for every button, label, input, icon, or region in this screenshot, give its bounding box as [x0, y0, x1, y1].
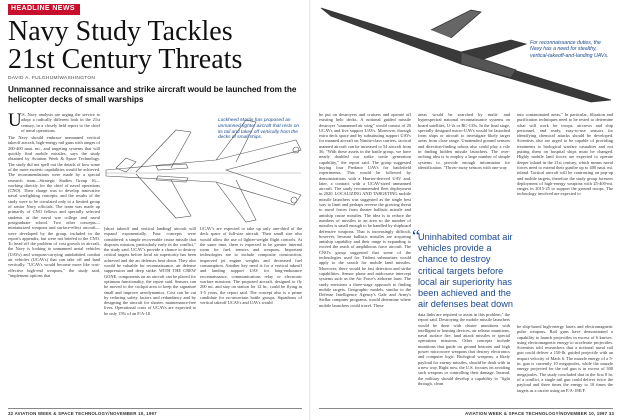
headline — [8, 18, 304, 74]
article-body-r3: into contaminated areas." In particular, filtration and purification techniques need to be tested to determine what will work for troops, aircrews and ship personnel, and ready, easy-to-use sensors for identifying chemical attacks should be developed. Scientists also are urged to be capable of providing treatments to biological warfare casualties and not putting them on hospital ships must be changed. Highly mobile land forces are expected to operate deeper inland in the 21st century, which means naval forces need to extend their gunfire up to 400 naut. mi. inland. Tactical aircraft will be contrasting on pop-up and mobile targets, therefore the study group foresees deployment of high-energy weapons with 25-400-mi. ranges in 2015-25 to support the ground troops. The technology involved are expected to — [517, 112, 613, 197]
article-body-col1: The Navy should embrace unmanned vertical takeoff aircraft, high-energy rail guns with ranges of 200-400 naut. mi., and targeting systems that will quickly find mobile missiles, says the study obtained by Aviation Week & Space Technology. The study did not spell out the details of how some of the more esoteric capabilities would be achieved. The recommendations were made by a special research team—Strategic Studies Group 16—working directly for the chief of naval operations (CNO). Their charge was to develop innovative naval warfighting concepts, and the results of the study were to be circulated only to a limited group of senior Navy officials. The team was made up primarily of CNO fellows and specially selected students at the naval war college and naval postgraduate school. Two other concepts—miniaturized weapons and surface-effect aircraft—were developed by the group, included in the report's appendix, but were not briefed to the CNO. To head off the problem of cost growth in aircraft, the Navy is looking to unmanned aerial vehicles (UAVs) and weapons-carrying uninhabited combat air vehicles (UCAVs) that can take off and land vertically. "UCAVs would become more like cost-effective high-end weapons," the study said, "implement options that — [8, 135, 100, 278]
footer-left — [8, 411, 157, 416]
article-body-r2-tail: data links are required to assist in this problem," the report said. Destroying the mobile missile launchers would be done with cluster munitions with intelligent or homing devices, air release munitions, naval surface fire, land attack missiles or special operations missions. Other concepts include munitions that guide on ground beacons and high power microwave weapons that destroy electronics and computer logic. Biological weapons, a likely payload for enemy missiles, should be dealt with in a new way. Right now, the U.S. focuses on avoiding such weapons or controlling their damage. Instead, the military should develop a capability to "fight through, clean — [418, 312, 510, 386]
article-column-r3 — [517, 112, 613, 230]
deck: Unmanned reconnaissance and strike aircraft would be launched from the helicopter decks of small warships — [8, 85, 297, 104]
footer-rule-left — [8, 408, 302, 409]
pullquote-mark: “ — [412, 226, 420, 246]
footer-right — [465, 411, 614, 416]
lead-text: .S. Navy analysts are urging the service to adopt a radically different look in the 21st century, in a closely held report to the chief of naval operations. — [21, 112, 100, 133]
figure-caption-right: For reconnaissance duties, the Navy has a need for stealthy, vertical-takeoff-and-landing UAVs. — [530, 40, 609, 59]
article-body-r3-tail: be ship-based high-energy lasers and electromagnetic pulse weapons. Rail guns have demonstrated a capability to launch projectiles in excess of 6 km/sec. using electromagnetic energy to accelerate projectiles. Scientists told researchers that a notional naval rail gun could deliver a 150-lb. guided projectile with an impact velocity of Mach 6. The muzzle energy of a 5-in. gun is currently 10 megajoules, while the muzzle energy projected for the rail gun is in excess of 300 megajoules. The study concluded that in the first 8 hr. of a conflict, a single rail gun could deliver twice the payload and three times the energy to 10 times the targets as a carrier using an F/A-18E/F. — [517, 324, 613, 393]
article-body-r2: areas would be searched by multi- and hyperspectral national reconnaissance systems on board satellites, U-2s or RC-135s. In the final stage, specially designed micro-UAVs would be launched from ships or aircraft to investigate likely target areas from close range. Unattended ground sensors and direction-finding robots also could play a role in finding hidden missile launchers. The over-arching idea is to employ a large number of simple systems to provide enough information for identification. "Throw-away sensors with one-way — [418, 112, 510, 170]
ucav-lower-fin — [216, 180, 256, 222]
article-body-r1: be put on destroyers and cruisers and operate off existing helo decks. A notional guided missile destroyer "unmanned air wing" would consist of 20 UCAVs and five support UAVs. Moreover, through extra deck space and by substituting support UAVs for manned aircraft on Nimitz-class carriers, tactical manned aircraft can be increased to 54 aircraft from 36. "With these assets in the battle group, we have nearly doubled our strike sortie generation capability," the report said. The group suggested buying four Predator UAVs for battlefield experiments. This would be followed by demonstrations with a Harrier-derived UAV and, later, a contract with a UCAV-sized unmanned aircraft. The study recommended fleet deployment in 2020. LOCALIZING AND TARGETING mobile missile launchers was suggested as the single best way to limit and perhaps reverse the growing threat to naval forces from theater ballistic missile and antiship cruise missiles. The idea is to reduce the numbers of missiles to an area so the number of missiles is small enough to be handled by shipboard defensive weapons. That is increasingly difficult, however, because ballistic missiles are acquiring antiship capability and their range is expanding to exceed the reach of amphibious force aircraft. The CNO's group suggested that some of the technologies used for Trident submarines would apply to the search for mobile land missiles. Moreover, there would be fast detection and strike capabilities. Sensor phase and midcourse intercept systems such as the Air Force's airborne laser. The study envisions a three-stage approach to finding mobile targets. Geographic models, similar to the Defense Intelligence Agency's Gale and Army's Stellar computer programs, would determine where mobile launchers could travel. These — [319, 112, 411, 308]
pullquote: Uninhabited combat air vehicles provide a chance to destroy critical targets before local air superiority has been achieved and the air defenses beat down — [418, 232, 514, 310]
drop-cap: U — [8, 110, 22, 131]
publication-line-left: AVIATION WEEK & SPACE TECHNOLOGY/NOVEMBER 10, 1997 — [14, 411, 157, 416]
page-number-left: 32 — [8, 411, 14, 416]
article-column-r1 — [319, 112, 411, 408]
ucav-fuselage — [106, 140, 301, 205]
right-page — [311, 0, 622, 420]
article-column-1 — [8, 112, 100, 408]
article-column-r3-tail — [517, 324, 613, 408]
article-body-col2: [short takeoff and vertical landing] aircraft will expand exponentially. Four concepts were considered: a simple recoverable cruise missile that disposes mission, particularly early in the conflict," the study said. UCAV's provide a chance to destroy critical targets before local air superiority has been achieved and the air defenses beat down. They also would be valuable for reconnaissance, air defense suppression and deep strike. WITH THE CREW GONE, components on an aircraft can be placed for optimum functionality, the report said. Sensors can be moved to the cockpit area to keep the signature small and improve aerodynamics. Cost can be cut by reducing safety factors and redundancy and by designing the aircraft for shorter, maintenance-free lives. Operational costs of UCAVs are expected to be only 15% of an F/A-18. — [104, 226, 196, 316]
footer-rule-right — [319, 408, 613, 409]
page-number-right: 33 — [608, 411, 614, 416]
section-label: HEADLINE NEWS — [11, 5, 75, 12]
article-column-3 — [200, 226, 302, 408]
headline-line-2: 21st Century Threats — [8, 44, 243, 75]
headline-line-1: Navy Study Tackles — [8, 16, 233, 47]
article-lead — [8, 112, 100, 133]
byline: DAVID A. FULGHUM/WASHINGTON — [8, 76, 96, 81]
article-body-col3: UCAV's are expected to take up only one-third of the deck space of full-size aircraft. Their small size also would allow the use of lighter-weight flight controls. At the same time, there is expected to be greater internal room for fuel, sensors and weapons. Important technologies are to include composite construction, improved jet engine weights and decreased fuel consumption. Another key need is for a vertical takeoff and landing support UAV for long-endurance reconnaissance, communications relay or electronic warfare missions. The proposed aircraft, designed to fly 200 mi. and stay on station for 12 hr., could be flying in 3-5 years, the report said. The concept also is a prime candidate for no-uncertain battle groups. Squadrons of vertical takeoff UCAVs and UAVs would — [200, 226, 302, 306]
publication-line-right: AVIATION WEEK & SPACE TECHNOLOGY/NOVEMBER 10, 1997 — [465, 411, 608, 416]
figure-caption-left: Lockheed Martin has proposed an unmanned fighter aircraft that rests on its tail and takes off vertically from the decks of small ships. — [218, 118, 300, 141]
article-column-2 — [104, 226, 196, 408]
